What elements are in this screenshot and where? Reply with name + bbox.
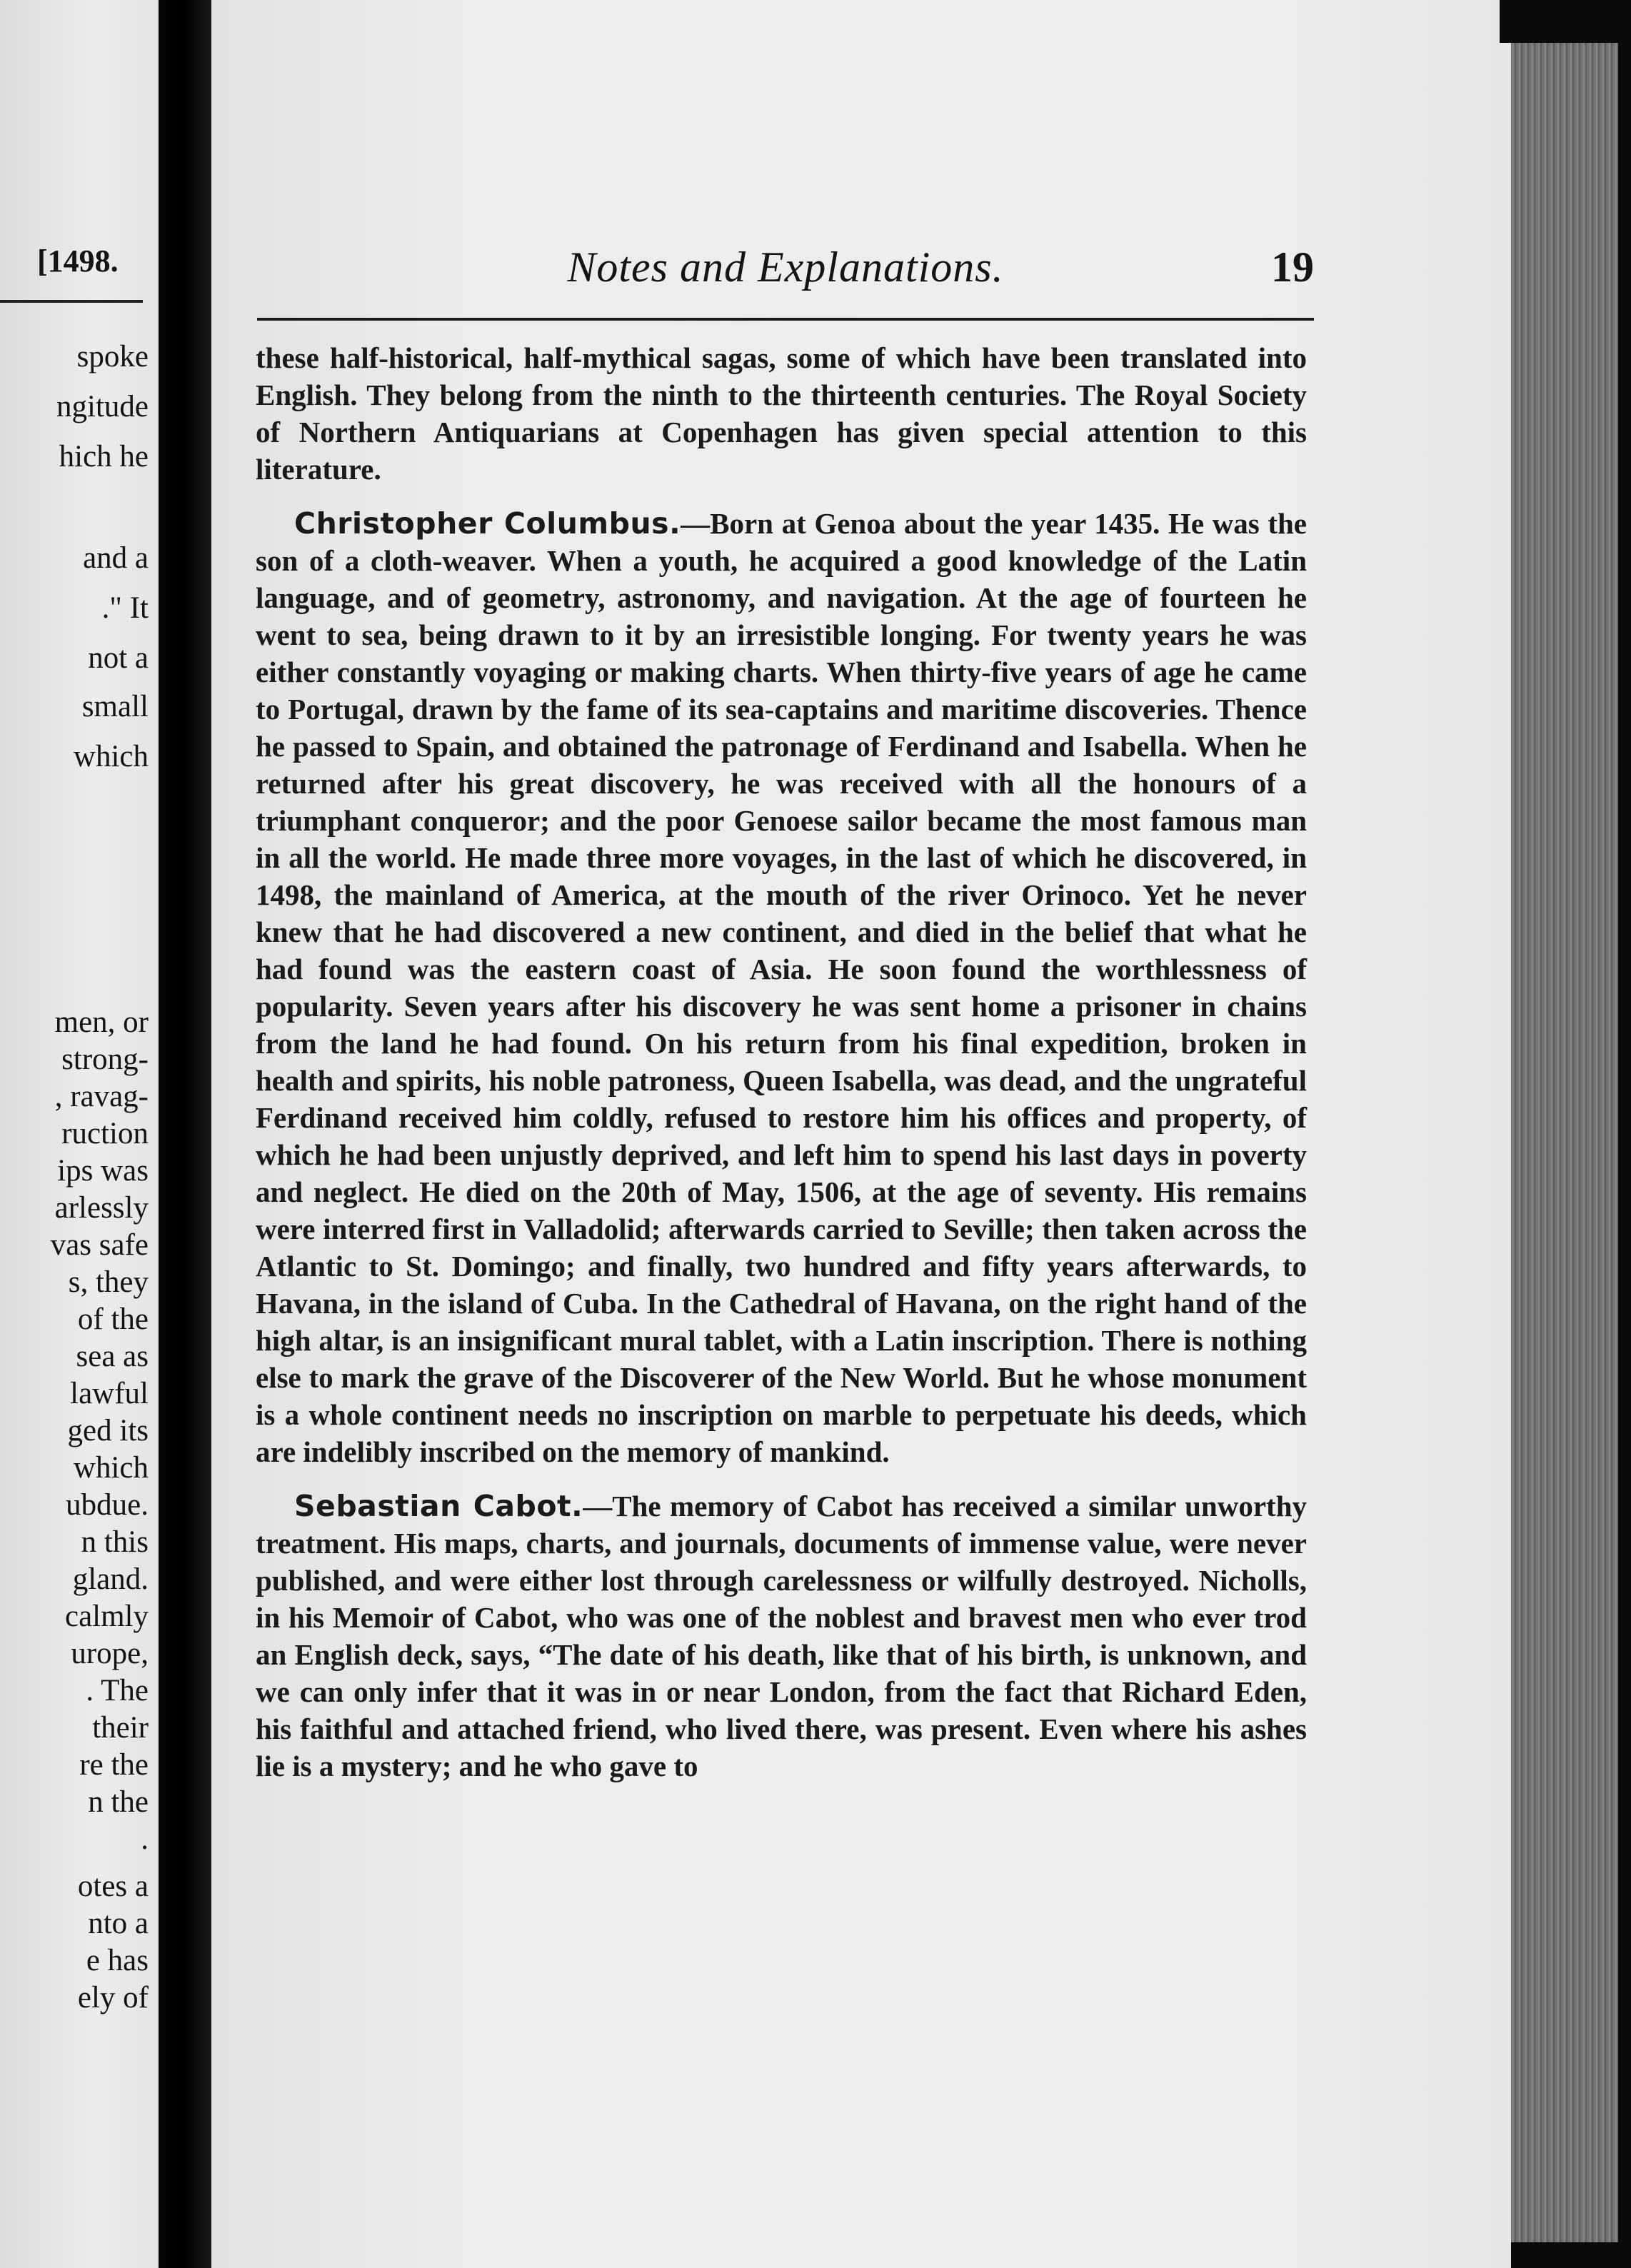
- left-header-rule: [0, 300, 143, 303]
- left-page-fragment: which: [73, 740, 149, 773]
- left-page-fragment: . The: [86, 1674, 149, 1707]
- left-page-fragment: vas safe: [50, 1228, 149, 1262]
- left-page-fragment: lawful: [70, 1377, 149, 1410]
- paragraph-text: —The memory of Cabot has received a similar unworthy treatment. His maps, charts, and journals, documents of immense value, were never published, and were either lost through carelessness or wilfully destroyed. Nicholls, in his Memoir of Cabot, who was one of the noblest and bravest men who ever trod an English deck, says, “The date of his death, like that of his birth, is unknown, and we can only infer that it was in or near London, from the fact that Richard Eden, his faithful and attached friend, who lived there, was present. Even where his ashes lie is a mystery; and he who gave to: [256, 1490, 1307, 1782]
- left-page-fragment: gland.: [72, 1562, 149, 1596]
- page-edges: [1511, 43, 1618, 2242]
- left-page-fragment: n this: [81, 1525, 149, 1559]
- left-page-fragment: spoke: [76, 340, 149, 373]
- left-page-fragment: ubdue.: [66, 1488, 149, 1522]
- left-page-fragment: small: [81, 690, 149, 723]
- left-page-fragment: nto a: [88, 1907, 149, 1940]
- left-page-fragment: e has: [86, 1944, 149, 1977]
- left-page-fragment: ely of: [77, 1981, 149, 2014]
- left-page-fragment: ruction: [61, 1117, 149, 1150]
- paragraph-text: —Born at Genoa about the year 1435. He was the son of a cloth-weaver. When a youth, he acquired a good knowledge of the Latin language, and of geometry, astronomy, and navigation. At the age of fourteen he went to sea, being drawn to it by an irresistible longing. For twenty years he was either constantly voyaging or making charts. When thirty-five years of age he came to Portugal, drawn by the fame of its sea-captains and maritime discoveries. Thence he passed to Spain, and obtained the patronage of Ferdinand and Isabella. When he returned after his great discovery, he was received with all the honours of a triumphant conqueror; and the poor Genoese sailor became the most famous man in all the world. He made three more voyages, in the last of which he discovered, in 1498, the mainland of America, at the mouth of the river Orinoco. Yet he never knew that he had discovered a new continent, and died in the belief that what he had found was the eastern coast of Asia. He soon found the worthlessness of popularity. Seven years after his discovery he was sent home a prisoner in chains from the land he had found. On his return from his final expedition, broken in health and spirits, his noble patroness, Queen Isabella, was dead, and the ungrateful Ferdinand received him coldly, refused to restore him his offices and property, of which he had been unjustly deprived, and left him to spend his last days in poverty and neglect. He died on the 20th of May, 1506, at the age of seventy. His remains were interred first in Valladolid; afterwards carried to Seville; then taken across the Atlantic to St. Domingo; and finally, two hundred and fifty years afterwards, to Havana, in the island of Cuba. In the Cathedral of Havana, on the right hand of the high altar, is an insignificant mural tablet, with a Latin inscription. There is nothing else to mark the grave of the Discoverer of the New World. But he whose monument is a whole continent needs no inscription on marble to perpetuate his deeds, which are indelibly inscribed on the memory of mankind.: [256, 507, 1307, 1468]
- left-page-fragment: of the: [77, 1303, 149, 1336]
- book-gutter: [159, 0, 211, 2268]
- left-page-fragment: and a: [83, 541, 149, 575]
- left-page-fragment: ips was: [57, 1154, 149, 1188]
- left-page-fragment: n the: [88, 1785, 149, 1819]
- paragraph-cabot: [256, 1487, 1307, 1785]
- left-page-header: [1498.: [37, 244, 119, 279]
- left-page-fragment: .: [141, 1822, 149, 1856]
- left-page-fragment: ." It: [101, 591, 149, 625]
- left-page-fragment: strong-: [61, 1043, 149, 1076]
- left-page-fragment: their: [92, 1711, 149, 1745]
- entry-heading: Christopher Columbus.: [294, 506, 681, 541]
- running-title: Notes and Explanations.: [567, 244, 1004, 291]
- left-page-fragment: men, or: [54, 1005, 149, 1039]
- left-page-fragment: not a: [88, 641, 149, 675]
- header-rule: [257, 318, 1314, 321]
- page-header: [257, 243, 1314, 293]
- left-page-fragment: ged its: [67, 1414, 149, 1447]
- left-page-fragment: calmly: [64, 1600, 149, 1633]
- paragraph-text: these half-historical, half-mythical sagas, some of which have been translated into English. They belong from the ninth to the thirteenth centuries. The Royal Society of Northern Antiquarians at Copenhagen has given special attention to this literature.: [256, 341, 1307, 486]
- entry-heading: Sebastian Cabot.: [294, 1489, 583, 1523]
- left-page-fragment: otes a: [77, 1870, 149, 1903]
- paragraph-sagas: [256, 339, 1307, 488]
- paragraph-columbus: [256, 505, 1307, 1470]
- left-page-fragment: urope,: [71, 1637, 149, 1670]
- body-text: [256, 339, 1307, 1785]
- left-page-fragment: arlessly: [54, 1191, 149, 1225]
- left-page-fragment: sea as: [76, 1340, 149, 1373]
- left-page-fragment: which: [73, 1451, 149, 1485]
- page-number: 19: [1271, 244, 1314, 291]
- left-page-fragment: re the: [79, 1748, 149, 1782]
- left-page-fragment: ngitude: [56, 390, 149, 423]
- left-page-fragment: s, they: [68, 1265, 149, 1299]
- left-page-fragment: hich he: [59, 440, 149, 473]
- left-facing-page: [0, 0, 159, 2268]
- left-page-fragment: , ravag-: [54, 1080, 149, 1113]
